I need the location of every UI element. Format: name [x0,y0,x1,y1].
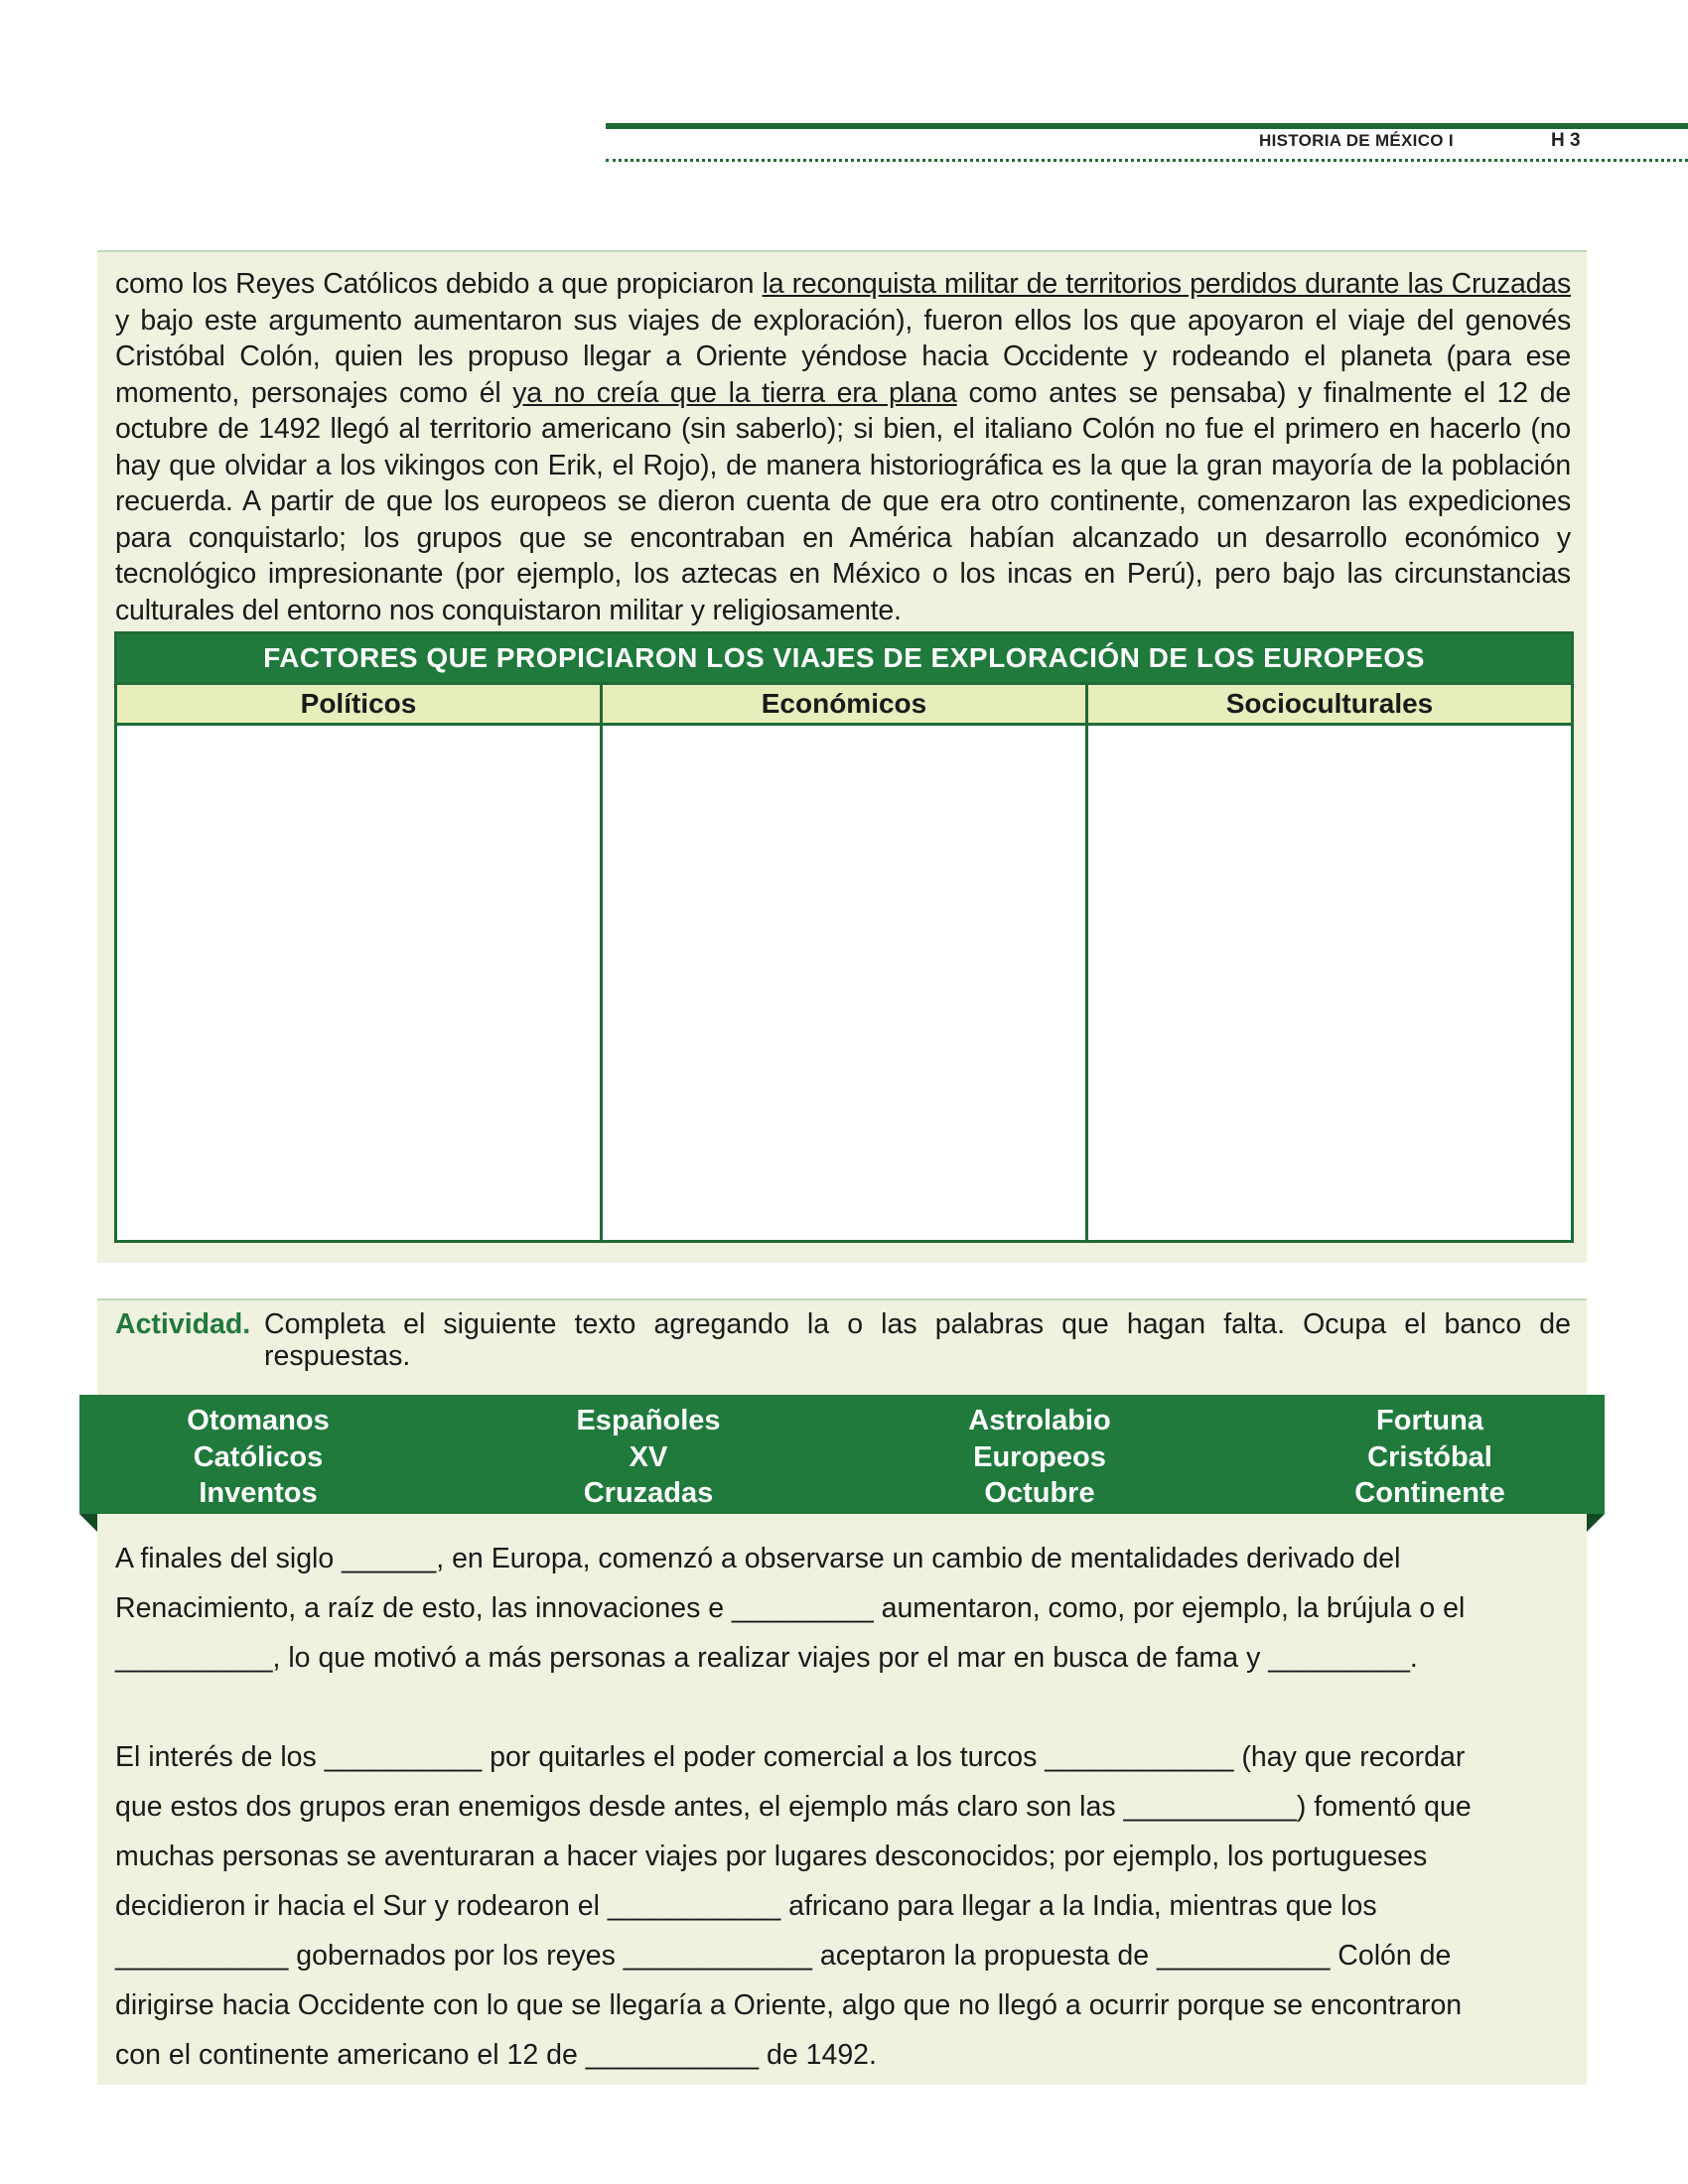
column-header-politicos: Políticos [300,688,417,719]
word-continente: Continente [1354,1477,1505,1509]
table-title: FACTORES QUE PROPICIARON LOS VIAJES DE EXPLORACIÓN DE LOS EUROPEOS [117,634,1571,682]
word-fortuna: Fortuna [1376,1405,1483,1436]
header-title: HISTORIA DE MÉXICO I [1259,131,1454,150]
intro-underline-2: ya no creía que la tierra era plana [512,376,957,409]
activity-label: Actividad. [115,1308,251,1340]
fill-line: con el continente americano el 12 de ___________ de 1492. [115,2039,877,2071]
header-dotted-rule [606,159,1688,162]
answer-cell-economicos[interactable] [600,726,1085,1240]
intro-text-2: y bajo este argumento aumentaron sus viajes de exploración), fueron ellos los que apoyaron el viaje del genovés Cristóbal Colón, quien les propuso llegar a Oriente yéndose hacia Occidente y rodeando el planeta (para ese momento, personajes como él [115,304,1571,409]
intro-underline-1: la reconquista militar de territorios perdidos durante las Cruzadas [762,268,1571,300]
table-body-row [117,726,1571,1240]
word-cristobal: Cristóbal [1367,1440,1492,1473]
fill-line: ___________ gobernados por los reyes ____________ aceptaron la propuesta de ___________ Colón de [115,1940,1452,1972]
banner-fold-right [1587,1514,1605,1532]
word-bank-column-3 [891,1403,1189,1512]
fill-in-paragraph-1 [115,1534,1575,1683]
factors-table [114,631,1574,1243]
word-octubre: Octubre [984,1477,1095,1509]
fill-line: muchas personas se aventuraran a hacer viajes por lugares desconocidos; por ejemplo, los portugueses [115,1841,1428,1872]
word-cruzadas: Cruzadas [583,1477,714,1509]
fill-line: dirigirse hacia Occidente con lo que se llegaría a Oriente, algo que no llegó a ocurrir porque se encontraron [115,1989,1463,2021]
word-espanoles: Españoles [576,1405,721,1436]
fill-line: Renacimiento, a raíz de esto, las innovaciones e _________ aumentaron, como, por ejemplo, la brújula o el [115,1592,1466,1624]
intro-text-3: como antes se pensaba) y finalmente el 12 de octubre de 1492 llegó al territorio americano (sin saberlo); si bien, el italiano Colón no fue el primero en hacerlo (no hay que olvidar a los vikingos con Erik, el Rojo), de manera historiográfica es la que la gran mayoría de la población recuerda. A partir de que los europeos se dieron cuenta de que era otro continente, comenzaron las expediciones para conquistarlo; los grupos que se encontraban en América habían alcanzado un desarrollo económico y tecnológico impresionante (por ejemplo, los aztecas en México o los incas en Perú), pero bajo las circunstancias culturales del entorno nos conquistaron militar y religiosamente. [115,376,1571,626]
word-inventos: Inventos [199,1477,318,1509]
fill-line: A finales del siglo ______, en Europa, comenzó a observarse un cambio de mentalidades derivado del [115,1543,1401,1574]
fill-line: El interés de los __________ por quitarles el poder comercial a los turcos ____________ (hay que recordar [115,1741,1466,1773]
intro-text-1: como los Reyes Católicos debido a que propiciaron [115,268,763,300]
column-header-economicos: Económicos [600,685,1085,723]
fill-line: que estos dos grupos eran enemigos desde antes, el ejemplo más claro son las ___________) fomentó que [115,1791,1472,1823]
answer-cell-socioculturales[interactable] [1085,726,1571,1240]
word-astrolabio: Astrolabio [968,1405,1111,1436]
answer-cell-politicos[interactable] [117,726,600,1240]
word-bank-column-4 [1281,1403,1579,1512]
fill-line: decidieron ir hacia el Sur y rodearon el ___________ africano para llegar a la India, mientras que los [115,1890,1377,1922]
fill-in-paragraph-2 [115,1732,1575,2080]
word-bank-column-1 [109,1403,407,1512]
header-rule [606,123,1688,129]
column-header-socioculturales: Socioculturales [1085,685,1571,723]
word-catolicos: Católicos [193,1440,324,1473]
banner-fold-left [79,1514,97,1532]
word-otomanos: Otomanos [187,1405,330,1436]
word-bank-column-2 [499,1403,797,1512]
activity-instructions: Completa el siguiente texto agregando la o las palabras que hagan falta. Ocupa el banco de respuestas. [264,1308,1571,1372]
word-xv: XV [629,1440,668,1473]
intro-paragraph [115,266,1571,628]
page-number: H 3 [1551,130,1581,151]
fill-line: __________, lo que motivó a más personas a realizar viajes por el mar en busca de fama y _________. [115,1642,1418,1674]
table-header-row [117,682,1571,726]
word-europeos: Europeos [973,1440,1106,1473]
